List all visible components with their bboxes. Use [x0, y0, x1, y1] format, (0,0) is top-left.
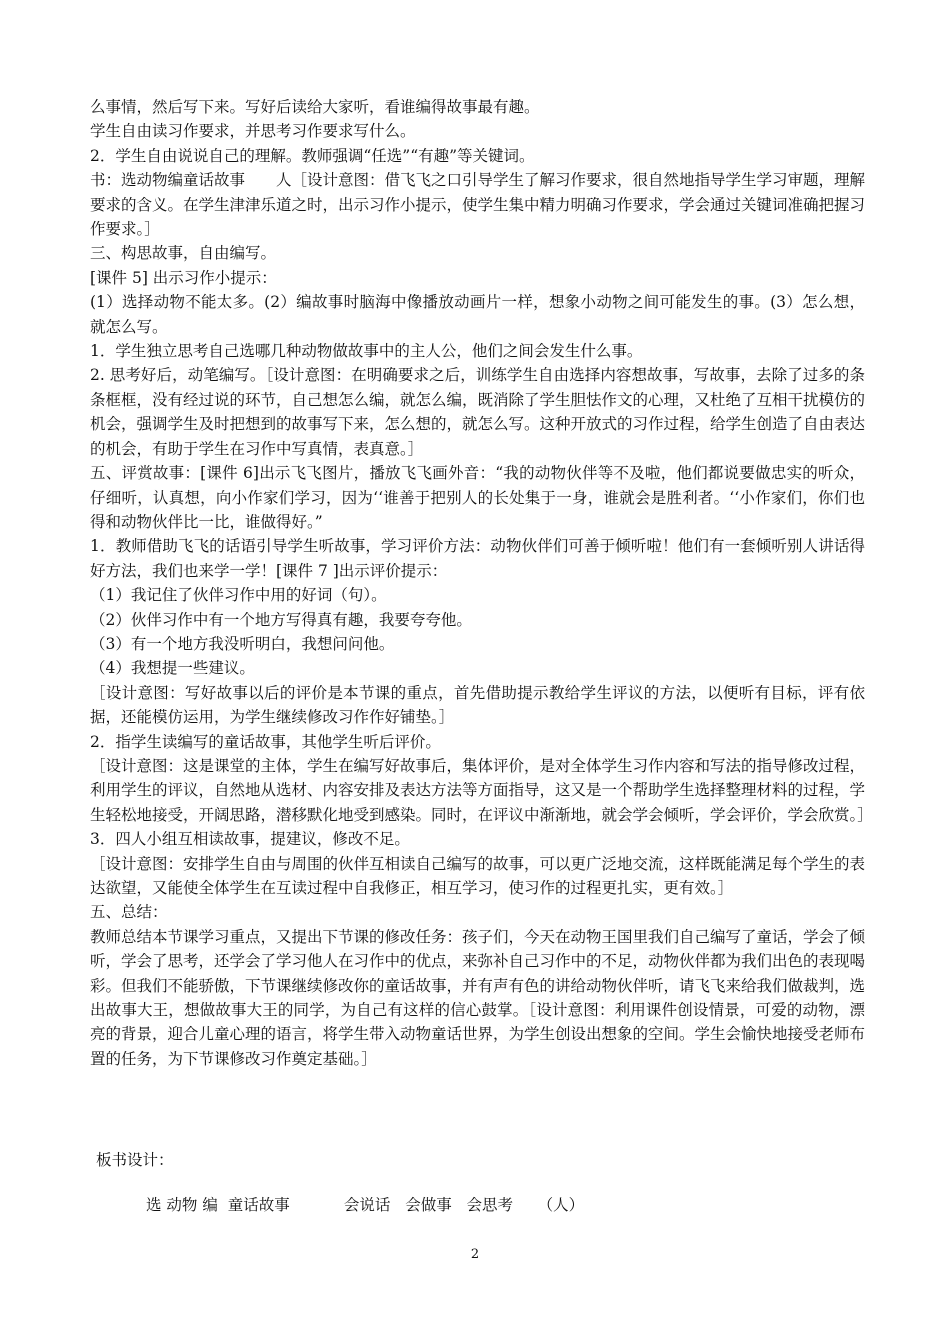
- paragraph: 五、评赏故事：[课件 6]出示飞飞图片，播放飞飞画外音：“我的动物伙伴等不及啦，他们都说要做忠实的听众，仔细听，认真想，向小作家们学习，因为‘‘谁善于把别人的长处集于一身，谁就会是胜利者。‘‘小作家们，你们也得和动物伙伴比一比，谁做得好。”: [90, 464, 865, 531]
- paragraph: 学生自由读习作要求，并思考习作要求写什么。: [90, 122, 416, 141]
- body-text: [90, 95, 873, 1071]
- list-item: （3）有一个地方我没听明白，我想问问他。: [90, 634, 395, 653]
- paragraph: 2．学生自由说说自己的理解。教师强调“任选”“有趣”等关键词。: [90, 146, 535, 165]
- paragraph: 1．教师借助飞飞的话语引导学生听故事，学习评价方法：动物伙伴们可善于倾听啦！他们有一套倾听别人讲话得好方法，我们也来学一学！[课件 7 ]出示评价提示：: [90, 537, 865, 580]
- paragraph: ［设计意图：安排学生自由与周围的伙伴互相读自己编写的故事，可以更广泛地交流，这样既能满足每个学生的表达欲望，又能使全体学生在互读过程中自我修正，相互学习，使习作的过程更扎实，更有效。］: [90, 854, 866, 897]
- list-item: （1）我记住了伙伴习作中用的好词（句）。: [90, 586, 387, 605]
- board-right-text: （人）: [537, 1196, 585, 1214]
- page-number: 2: [470, 1247, 480, 1262]
- paragraph: 么事情，然后写下来。写好后读给大家听，看谁编得故事最有趣。: [90, 98, 540, 116]
- section-heading: 三、构思故事，自由编写。: [90, 244, 277, 263]
- list-item: （2）伙伴习作中有一个地方写得真有趣，我要夸夸他。: [90, 610, 472, 629]
- paragraph: 2. 思考好后，动笔编写。［设计意图：在明确要求之后，训练学生自由选择内容想故事，写故事，去除了过多的条条框框，没有经过说的环节，自己想怎么编，就怎么编，既消除了学生胆怯作文的心理，又杜绝了互相干扰模仿的机会，强调学生及时把想到的故事写下来，怎么想的，就怎么写。这种开放式的习作过程，给学生创造了自由表达的机会，有助于学生在习作中写真情，表真意。］: [90, 366, 866, 458]
- paragraph: 2．指学生读编写的童话故事，其他学生听后评价。: [90, 732, 441, 751]
- board-left-text: 选 动物 编 童话故事: [146, 1196, 290, 1214]
- paragraph: 3．四人小组互相读故事，提建议，修改不足。: [90, 830, 410, 849]
- board-middle-text: 会说话 会做事 会思考: [343, 1196, 513, 1214]
- section-heading: 五、总结：: [90, 903, 168, 922]
- board-design-title: 板书设计：: [96, 1151, 174, 1169]
- list-item: （4）我想提一些建议。: [90, 659, 255, 678]
- paragraph: (1）选择动物不能太多。(2）编故事时脑海中像播放动画片一样，想象小动物之间可能发生的事。(3）怎么想，就怎么写。: [90, 293, 865, 336]
- paragraph: 教师总结本节课学习重点，又提出下节课的修改任务：孩子们，今天在动物王国里我们自己编写了童话，学会了倾听，学会了思考，还学会了学习他人在习作中的优点，来弥补自己习作中的不足，动物伙伴都为我们出色的表现喝彩。但我们不能骄傲，下节课继续修改你的童话故事，并有声有色的讲给动物伙伴听，请飞飞来给我们做裁判，选出故事大王，想做故事大王的同学，为自己有这样的信心鼓掌。［设计意图：利用课件创设情景，可爱的动物，漂亮的背景，迎合儿童心理的语言，将学生带入动物童话世界，为学生创设出想象的空间。学生会愉快地接受老师布置的任务，为下节课修改习作奠定基础。］: [90, 927, 866, 1068]
- paragraph: 1．学生独立思考自己选哪几种动物做故事中的主人公，他们之间会发生什么事。: [90, 342, 643, 361]
- paragraph: [课件 5] 出示习作小提示：: [90, 268, 277, 287]
- board-design-line: [146, 1194, 584, 1216]
- paragraph: ［设计意图：写好故事以后的评价是本节课的重点，首先借助提示教给学生评议的方法，以便听有目标，评有依据，还能模仿运用，为学生继续修改习作作好铺垫。］: [90, 683, 865, 727]
- paragraph: ［设计意图：这是课堂的主体，学生在编写好故事后，集体评价，是对全体学生习作内容和写法的指导修改过程，利用学生的评议，自然地从选材、内容安排及表达方法等方面指导，这又是一个帮助学生选择整理材料的过程，学生轻松地接受，开阔思路，潜移默化地受到感染。同时，在评议中渐渐地，就会学会倾听，学会评价，学会欣赏。］: [90, 756, 873, 824]
- paragraph: 书：选动物编童话故事 人［设计意图：借飞飞之口引导学生了解习作要求，很自然地指导学生学习审题，理解要求的含义。在学生津津乐道之时，出示习作小提示，使学生集中精力明确习作要求，学会通过关键词准确把握习作要求。］: [90, 171, 866, 239]
